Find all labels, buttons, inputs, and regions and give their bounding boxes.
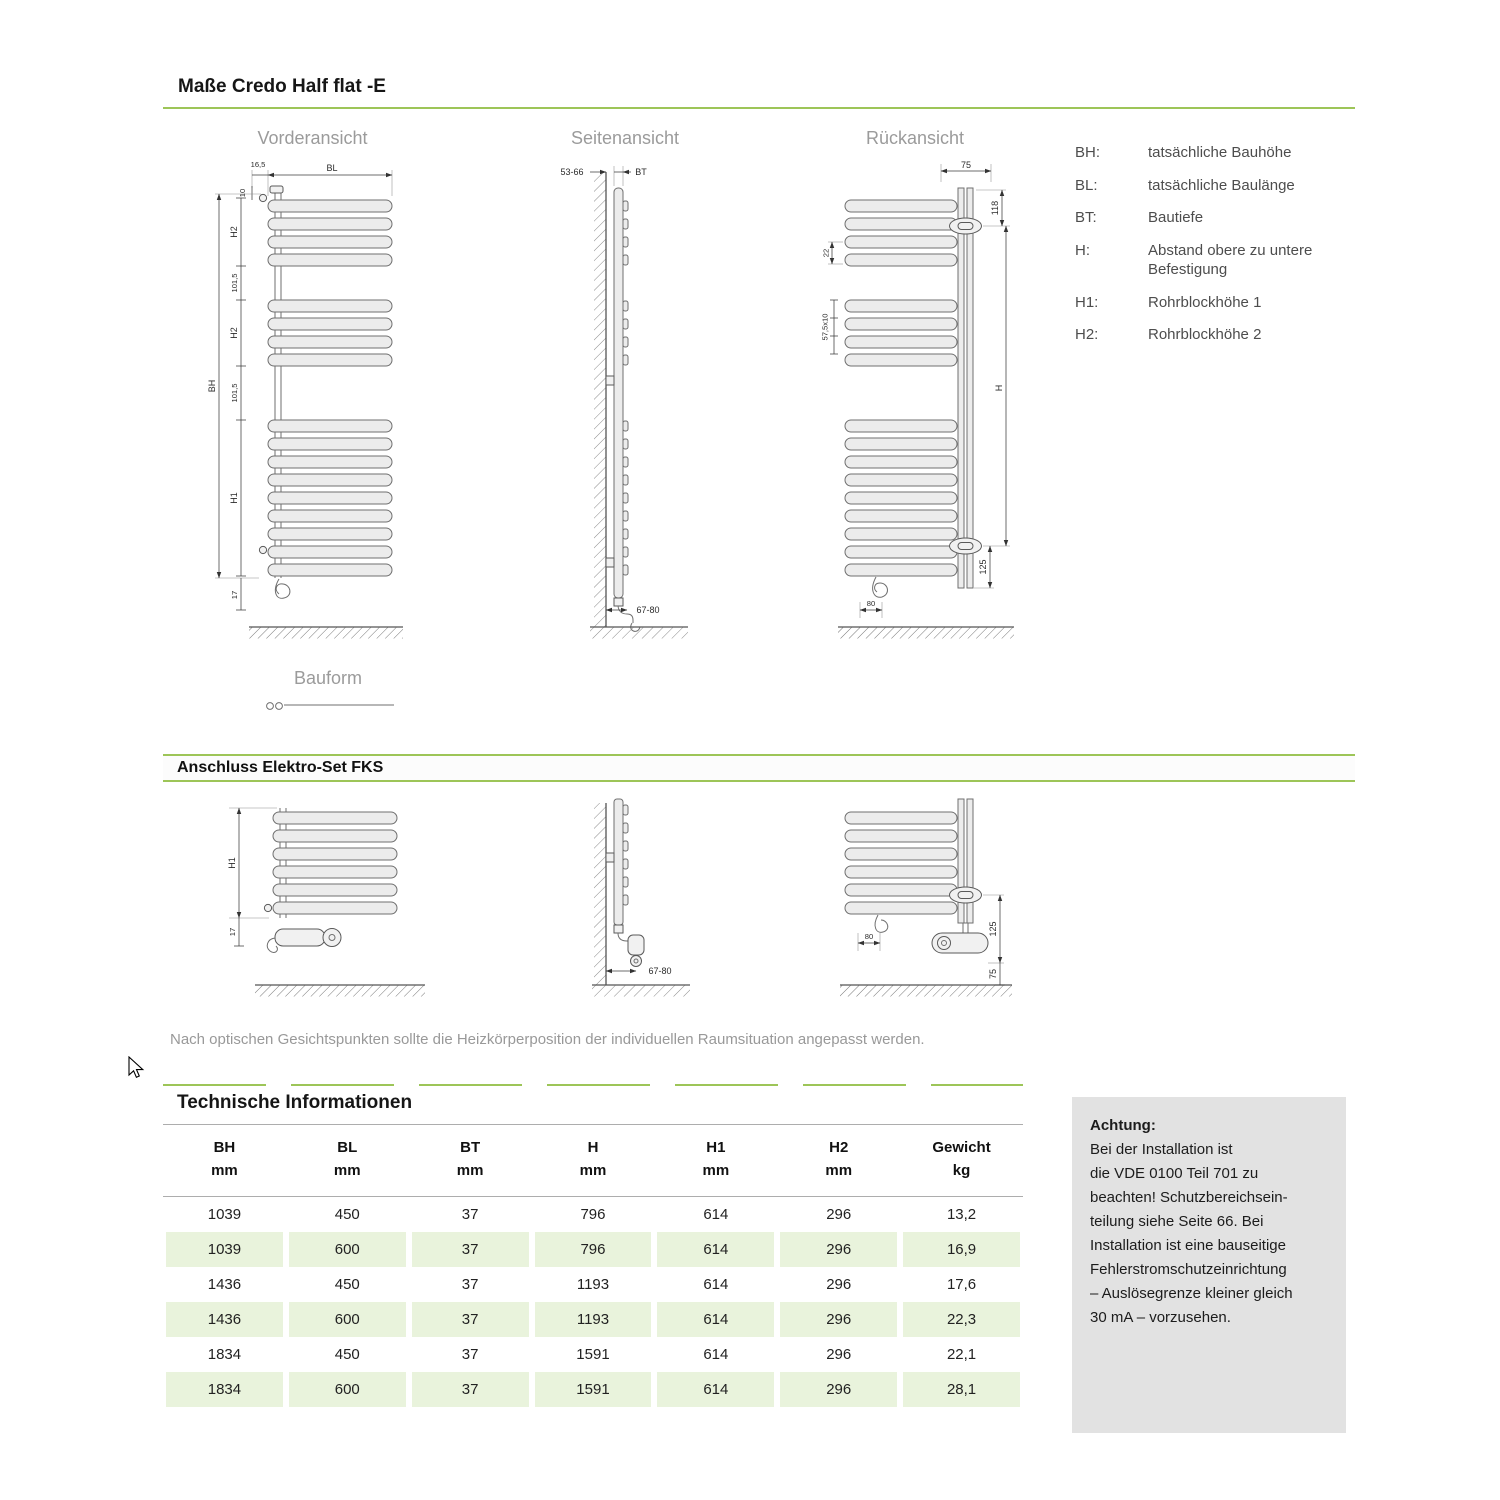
power-cable bbox=[275, 579, 290, 598]
ground bbox=[249, 627, 403, 639]
legend bbox=[1075, 143, 1355, 358]
fks-heating-element bbox=[628, 935, 644, 955]
tech-table-body bbox=[163, 1197, 1023, 1407]
side-view-drawing bbox=[548, 158, 698, 658]
power-cable bbox=[873, 577, 888, 597]
fks-knob bbox=[938, 937, 951, 950]
warning-line: 30 mA – vorzusehen. bbox=[1090, 1309, 1231, 1326]
table-row bbox=[163, 1197, 1023, 1232]
dim-label: BH bbox=[207, 379, 217, 393]
table-cell: 614 bbox=[654, 1372, 777, 1407]
rail bbox=[958, 799, 964, 923]
wall-bracket bbox=[606, 376, 614, 385]
warning-line: Fehlerstromschutzeinrichtung bbox=[1090, 1261, 1287, 1278]
table-cell: 614 bbox=[703, 1276, 729, 1293]
table-cell: 296 bbox=[826, 1206, 852, 1223]
table-header-cell: BT mm bbox=[456, 1139, 484, 1179]
dim-label: 118 bbox=[990, 200, 1000, 216]
dim-label: H1 bbox=[227, 857, 237, 869]
dim-label: 125 bbox=[988, 921, 998, 937]
legend-item bbox=[1075, 208, 1355, 228]
warning-title: Achtung: bbox=[1090, 1117, 1156, 1134]
mount-point bbox=[259, 546, 266, 553]
table-cell: 600 bbox=[286, 1372, 409, 1407]
table-row bbox=[163, 1267, 1023, 1302]
ground bbox=[590, 627, 688, 639]
valve bbox=[614, 925, 623, 933]
table-cell: 37 bbox=[409, 1232, 532, 1267]
table-header-cell: H mm bbox=[579, 1139, 607, 1179]
table-cell: 1834 bbox=[163, 1372, 286, 1407]
dim-label: 80 bbox=[864, 932, 874, 941]
table-cell: 1436 bbox=[207, 1276, 242, 1293]
legend-desc: tatsächliche Baulänge bbox=[1148, 176, 1295, 194]
table-row bbox=[163, 1232, 1023, 1267]
legend-desc: Rohrblockhöhe 2 bbox=[1148, 326, 1262, 343]
table-cell: 17,6 bbox=[946, 1276, 977, 1293]
dim-label: 101,5 bbox=[230, 383, 239, 403]
table-header-cell: BH mm bbox=[211, 1139, 238, 1179]
table-cell: 296 bbox=[777, 1232, 900, 1267]
table-cell: 1436 bbox=[163, 1302, 286, 1337]
front-elektro-drawing bbox=[215, 795, 435, 1010]
warning-line: – Auslösegrenze kleiner gleich bbox=[1090, 1285, 1293, 1302]
dim-label: BT bbox=[635, 167, 647, 177]
legend-desc: tatsächliche Bauhöhe bbox=[1148, 144, 1292, 161]
rear-view-drawing bbox=[820, 158, 1030, 658]
page-title: Maße Credo Half flat -E bbox=[178, 76, 386, 97]
warning-line: teilung siehe Seite 66. Bei bbox=[1090, 1213, 1264, 1230]
elektro-section-title: Anschluss Elektro-Set FKS bbox=[177, 759, 384, 776]
rail bbox=[958, 188, 964, 588]
table-cell: 37 bbox=[461, 1206, 479, 1223]
legend-key: H2: bbox=[1075, 326, 1099, 343]
table-row bbox=[163, 1372, 1023, 1407]
legend-key: H1: bbox=[1075, 293, 1099, 311]
table-cell: 28,1 bbox=[900, 1372, 1023, 1407]
radiator-side-bottom bbox=[606, 799, 644, 967]
dim-label: BL bbox=[326, 163, 338, 173]
legend-key: BT: bbox=[1075, 209, 1097, 226]
top-fitting bbox=[270, 186, 283, 193]
table-cell: 796 bbox=[532, 1232, 655, 1267]
ground bbox=[255, 985, 425, 997]
table-cell: 1591 bbox=[532, 1372, 655, 1407]
rear-view-label: Rückansicht bbox=[865, 128, 965, 148]
power-cable bbox=[875, 915, 888, 932]
warning-line: die VDE 0100 Teil 701 zu bbox=[1090, 1165, 1259, 1182]
table-cell: 1039 bbox=[163, 1232, 286, 1267]
front-elektro-dimensions bbox=[227, 808, 277, 946]
table-cell: 614 bbox=[703, 1346, 729, 1363]
table-row bbox=[163, 1302, 1023, 1337]
ground bbox=[840, 985, 1012, 997]
bauform-label: Bauform bbox=[293, 668, 363, 688]
table-cell: 600 bbox=[286, 1302, 409, 1337]
radiator-front bbox=[259, 186, 392, 598]
table-cell: 450 bbox=[334, 1346, 360, 1363]
warning-line: Installation ist eine bauseitige bbox=[1090, 1237, 1286, 1254]
table-cell: 296 bbox=[826, 1276, 852, 1293]
side-elektro-drawing bbox=[548, 795, 698, 1010]
table-cell: 22,1 bbox=[946, 1346, 977, 1363]
front-view-label: Vorderansicht bbox=[257, 128, 368, 148]
table-cell: 450 bbox=[334, 1276, 360, 1293]
legend-key: H: bbox=[1075, 241, 1090, 259]
dim-label: 17 bbox=[228, 927, 237, 937]
note-text: Nach optischen Gesichtspunkten sollte die Heizkörperposition der individuellen Raumsituation angepasst werden. bbox=[170, 1031, 925, 1048]
legend-desc: Abstand obere zu untere Befestigung bbox=[1148, 241, 1313, 278]
table-cell: 37 bbox=[461, 1276, 479, 1293]
dim-label: H1 bbox=[229, 492, 239, 504]
radiator-rear-bottom bbox=[845, 799, 988, 953]
table-cell: 16,9 bbox=[900, 1232, 1023, 1267]
mount-point bbox=[264, 904, 271, 911]
table-cell: 614 bbox=[703, 1206, 729, 1223]
valve bbox=[614, 598, 623, 606]
title-rule bbox=[163, 107, 1355, 109]
fks-knob bbox=[323, 929, 341, 947]
dim-label: 67-80 bbox=[648, 966, 672, 976]
dim-label: 75 bbox=[960, 160, 972, 170]
table-cell: 1193 bbox=[576, 1276, 610, 1293]
ground bbox=[838, 627, 1014, 639]
legend-desc: Rohrblockhöhe 1 bbox=[1148, 293, 1262, 311]
dim-label: 75 bbox=[988, 968, 998, 980]
dim-label: 53-66 bbox=[560, 167, 584, 177]
table-cell: 22,3 bbox=[900, 1302, 1023, 1337]
dim-label: 10 bbox=[238, 188, 247, 198]
wall-bracket bbox=[606, 853, 614, 862]
side-elektro-dimensions bbox=[606, 966, 672, 976]
table-header-cell: H1 mm bbox=[702, 1139, 730, 1179]
dim-label: 57,5x10 bbox=[820, 313, 830, 341]
legend-key: BL: bbox=[1075, 176, 1098, 194]
radiator-rear bbox=[845, 188, 982, 597]
rail bbox=[967, 799, 973, 923]
dim-label: 16,5 bbox=[250, 160, 266, 169]
elektro-section-bar bbox=[163, 754, 1355, 782]
radiator-side bbox=[606, 188, 640, 631]
legend-item bbox=[1075, 241, 1355, 280]
table-header-cell: Gewicht kg bbox=[932, 1139, 991, 1179]
table-cell: 296 bbox=[777, 1372, 900, 1407]
mount-point bbox=[259, 194, 266, 201]
warning-line: beachten! Schutzbereichsein- bbox=[1090, 1189, 1288, 1206]
table-cell: 37 bbox=[461, 1346, 479, 1363]
table-header-cell: BL mm bbox=[333, 1139, 361, 1179]
legend-item bbox=[1075, 325, 1355, 345]
table-cell: 796 bbox=[580, 1206, 606, 1223]
bauform-drawing bbox=[262, 696, 402, 716]
side-dimensions bbox=[560, 166, 659, 615]
rail bbox=[967, 188, 973, 588]
rear-elektro-drawing bbox=[820, 795, 1030, 1010]
front-view-drawing bbox=[195, 158, 430, 658]
ground bbox=[592, 985, 690, 997]
valve-pipe bbox=[618, 606, 633, 623]
dim-label: 101,5 bbox=[230, 273, 239, 293]
side-view-label: Seitenansicht bbox=[570, 128, 680, 148]
table-cell: 37 bbox=[409, 1302, 532, 1337]
table-cell: 13,2 bbox=[946, 1206, 977, 1223]
dim-label: 67-80 bbox=[636, 605, 660, 615]
table-row bbox=[163, 1337, 1023, 1372]
table-header-cell: H2 mm bbox=[825, 1139, 853, 1179]
dim-label: H bbox=[994, 384, 1004, 392]
legend-key: BH: bbox=[1075, 144, 1101, 161]
dim-label: 22 bbox=[821, 248, 831, 258]
legend-item bbox=[1075, 143, 1355, 163]
table-cell: 450 bbox=[334, 1206, 360, 1223]
tech-table-head bbox=[163, 1124, 1023, 1197]
table-cell: 37 bbox=[409, 1372, 532, 1407]
table-cell: 1834 bbox=[207, 1346, 242, 1363]
dim-label: H2 bbox=[229, 226, 239, 238]
table-cell: 1039 bbox=[207, 1206, 242, 1223]
table-cell: 1591 bbox=[576, 1346, 610, 1363]
dim-label: 125 bbox=[978, 559, 988, 575]
dim-label: 17 bbox=[230, 590, 239, 600]
table-cell: 614 bbox=[654, 1302, 777, 1337]
fks-knob bbox=[631, 956, 642, 967]
tech-section-rule bbox=[163, 1084, 1023, 1086]
fks-heating-element bbox=[275, 929, 325, 946]
warning-line: Bei der Installation ist bbox=[1090, 1141, 1233, 1158]
mouse-cursor bbox=[127, 1056, 145, 1080]
tech-table bbox=[163, 1124, 1023, 1407]
dim-label: H2 bbox=[229, 327, 239, 339]
legend-item bbox=[1075, 293, 1355, 313]
table-cell: 296 bbox=[777, 1302, 900, 1337]
table-cell: 296 bbox=[826, 1346, 852, 1363]
warning-box bbox=[1072, 1097, 1346, 1433]
wall-bracket bbox=[606, 558, 614, 567]
tech-section-title: Technische Informationen bbox=[177, 1092, 413, 1113]
table-cell: 600 bbox=[286, 1232, 409, 1267]
legend-desc: Bautiefe bbox=[1148, 209, 1204, 226]
wall bbox=[594, 172, 606, 627]
table-cell: 1193 bbox=[532, 1302, 655, 1337]
radiator-front-bottom bbox=[264, 808, 397, 952]
table-cell: 614 bbox=[654, 1232, 777, 1267]
legend-item bbox=[1075, 176, 1355, 196]
warning-lines bbox=[1090, 1138, 1328, 1330]
dim-label: 80 bbox=[866, 599, 876, 608]
wall bbox=[594, 803, 606, 985]
